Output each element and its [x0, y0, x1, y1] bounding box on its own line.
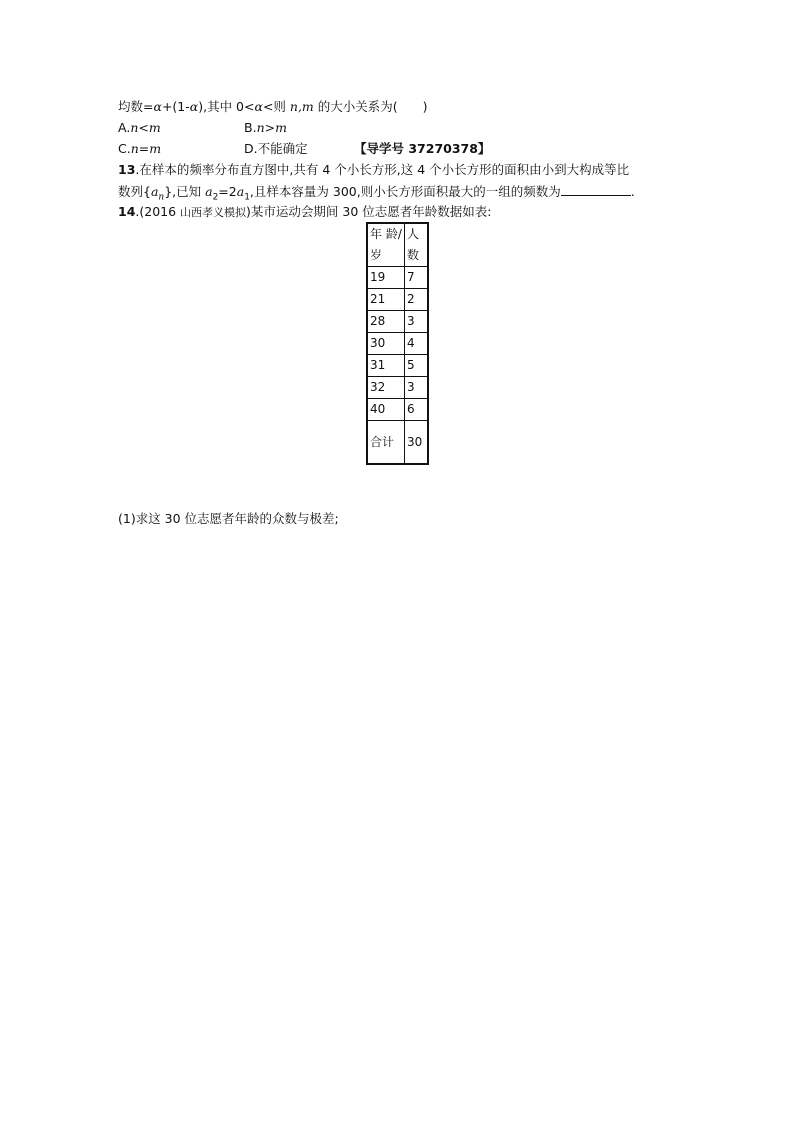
q12-option-d: D.不能确定: [244, 141, 308, 156]
q12-option-a: A.n<m: [118, 120, 161, 135]
q14-source: 山西孝义模拟: [180, 206, 247, 219]
table-row: 21 2: [367, 289, 428, 311]
table-total-row: 合计 30: [367, 421, 428, 465]
table-row: 32 3: [367, 377, 428, 399]
table-row: 28 3: [367, 311, 428, 333]
answer-blank[interactable]: [561, 182, 631, 196]
table-header-row: [367, 223, 428, 267]
q12-stem: 均数=α+(1-α),其中 0<α<则 n,m 的大小关系为( ): [118, 99, 428, 114]
table-row: 31 5: [367, 355, 428, 377]
q13-line2: 数列$\{a_n\}$,已知 $a_2=2a_1$,且样本容量为 300,则小长方形面积最大的一组的频数为 .: [118, 184, 635, 203]
guide-number: 【导学号 37270378】: [354, 141, 491, 156]
header-age: 年 龄/岁: [367, 223, 405, 267]
q14-subquestion-1: (1)求这 30 位志愿者年龄的众数与极差;: [118, 511, 339, 526]
table-row: 30 4: [367, 333, 428, 355]
q14-intro: 14.(2016 山西孝义模拟)某市运动会期间 30 位志愿者年龄数据如表:: [118, 204, 492, 219]
q12-option-b: B.n>m: [244, 120, 287, 135]
q12-option-c: C.n=m: [118, 141, 162, 156]
q14-number: 14: [118, 204, 136, 219]
q13-number: 13: [118, 162, 136, 177]
table-row: 40 6: [367, 399, 428, 421]
q13-line1: 13.在样本的频率分布直方图中,共有 4 个小长方形,这 4 个小长方形的面积由小到大构成等比: [118, 162, 630, 177]
header-count: 人数: [405, 223, 429, 267]
age-table: [366, 222, 429, 465]
table-row: 19 7: [367, 267, 428, 289]
